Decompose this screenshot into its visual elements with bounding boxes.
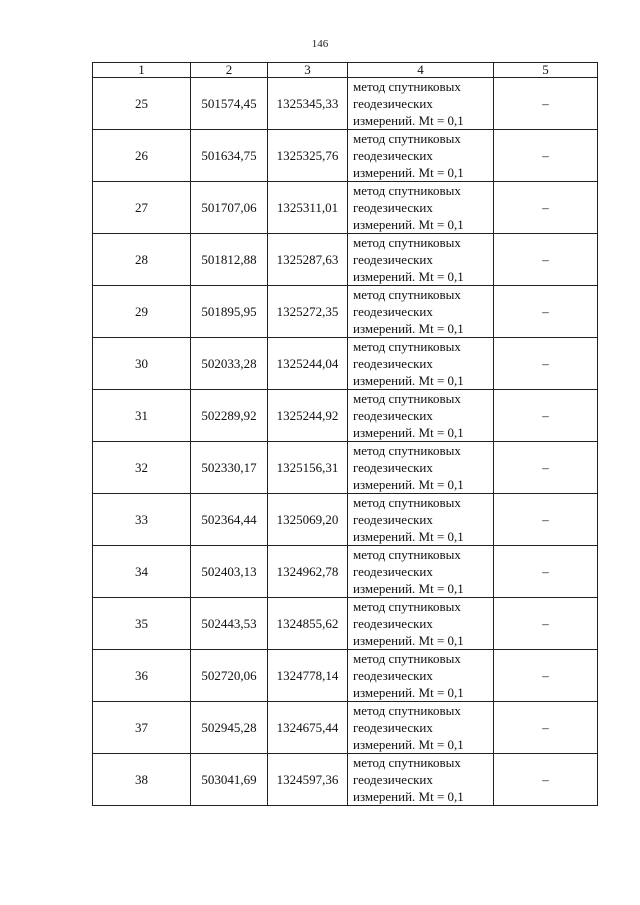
x-coordinate-cell: 501812,88 bbox=[191, 234, 268, 286]
table-header bbox=[93, 63, 598, 78]
method-line: геодезических bbox=[353, 200, 433, 215]
x-coordinate-cell: 502289,92 bbox=[191, 390, 268, 442]
method-line: геодезических bbox=[353, 304, 433, 319]
method-line: геодезических bbox=[353, 616, 433, 631]
note-cell: – bbox=[494, 494, 598, 546]
y-coordinate-cell: 1324962,78 bbox=[268, 546, 348, 598]
note-cell: – bbox=[494, 650, 598, 702]
method-cell bbox=[348, 598, 494, 650]
method-line: измерений. Mt = 0,1 bbox=[353, 581, 464, 596]
method-line: измерений. Mt = 0,1 bbox=[353, 737, 464, 752]
point-number-cell: 26 bbox=[93, 130, 191, 182]
method-line: метод спутниковых bbox=[353, 183, 461, 198]
method-cell bbox=[348, 234, 494, 286]
note-cell: – bbox=[494, 78, 598, 130]
note-cell: – bbox=[494, 130, 598, 182]
x-coordinate-cell: 502403,13 bbox=[191, 546, 268, 598]
x-coordinate-cell: 501895,95 bbox=[191, 286, 268, 338]
method-line: метод спутниковых bbox=[353, 651, 461, 666]
method-line: геодезических bbox=[353, 512, 433, 527]
method-cell bbox=[348, 546, 494, 598]
table-row bbox=[93, 494, 598, 546]
point-number-cell: 31 bbox=[93, 390, 191, 442]
method-cell bbox=[348, 702, 494, 754]
x-coordinate-cell: 502720,06 bbox=[191, 650, 268, 702]
method-line: измерений. Mt = 0,1 bbox=[353, 425, 464, 440]
method-cell bbox=[348, 130, 494, 182]
method-cell bbox=[348, 650, 494, 702]
method-cell bbox=[348, 286, 494, 338]
table-row bbox=[93, 78, 598, 130]
column-header-1: 1 bbox=[93, 63, 191, 78]
y-coordinate-cell: 1324675,44 bbox=[268, 702, 348, 754]
note-cell: – bbox=[494, 234, 598, 286]
x-coordinate-cell: 502364,44 bbox=[191, 494, 268, 546]
x-coordinate-cell: 502945,28 bbox=[191, 702, 268, 754]
method-cell bbox=[348, 390, 494, 442]
x-coordinate-cell: 501634,75 bbox=[191, 130, 268, 182]
method-line: метод спутниковых bbox=[353, 79, 461, 94]
column-header-5: 5 bbox=[494, 63, 598, 78]
table-row bbox=[93, 650, 598, 702]
method-cell bbox=[348, 754, 494, 806]
note-cell: – bbox=[494, 598, 598, 650]
method-line: измерений. Mt = 0,1 bbox=[353, 217, 464, 232]
method-line: измерений. Mt = 0,1 bbox=[353, 529, 464, 544]
y-coordinate-cell: 1325244,92 bbox=[268, 390, 348, 442]
method-cell bbox=[348, 338, 494, 390]
method-line: измерений. Mt = 0,1 bbox=[353, 373, 464, 388]
method-line: метод спутниковых bbox=[353, 339, 461, 354]
point-number-cell: 32 bbox=[93, 442, 191, 494]
y-coordinate-cell: 1325156,31 bbox=[268, 442, 348, 494]
method-line: геодезических bbox=[353, 408, 433, 423]
x-coordinate-cell: 502443,53 bbox=[191, 598, 268, 650]
method-cell bbox=[348, 494, 494, 546]
point-number-cell: 25 bbox=[93, 78, 191, 130]
table-row bbox=[93, 390, 598, 442]
y-coordinate-cell: 1324778,14 bbox=[268, 650, 348, 702]
note-cell: – bbox=[494, 546, 598, 598]
method-line: геодезических bbox=[353, 148, 433, 163]
column-header-2: 2 bbox=[191, 63, 268, 78]
table-body bbox=[93, 78, 598, 806]
note-cell: – bbox=[494, 338, 598, 390]
method-line: метод спутниковых bbox=[353, 547, 461, 562]
point-number-cell: 36 bbox=[93, 650, 191, 702]
point-number-cell: 30 bbox=[93, 338, 191, 390]
column-header-3: 3 bbox=[268, 63, 348, 78]
method-line: измерений. Mt = 0,1 bbox=[353, 165, 464, 180]
method-line: геодезических bbox=[353, 96, 433, 111]
method-line: измерений. Mt = 0,1 bbox=[353, 633, 464, 648]
method-line: измерений. Mt = 0,1 bbox=[353, 789, 464, 804]
method-line: геодезических bbox=[353, 356, 433, 371]
note-cell: – bbox=[494, 182, 598, 234]
point-number-cell: 35 bbox=[93, 598, 191, 650]
method-line: геодезических bbox=[353, 460, 433, 475]
method-line: метод спутниковых bbox=[353, 131, 461, 146]
table-row bbox=[93, 546, 598, 598]
method-line: метод спутниковых bbox=[353, 235, 461, 250]
method-line: геодезических bbox=[353, 668, 433, 683]
point-number-cell: 34 bbox=[93, 546, 191, 598]
method-line: метод спутниковых bbox=[353, 391, 461, 406]
column-header-4: 4 bbox=[348, 63, 494, 78]
method-cell bbox=[348, 442, 494, 494]
x-coordinate-cell: 502330,17 bbox=[191, 442, 268, 494]
method-line: метод спутниковых bbox=[353, 703, 461, 718]
y-coordinate-cell: 1324855,62 bbox=[268, 598, 348, 650]
method-line: метод спутниковых bbox=[353, 599, 461, 614]
method-cell bbox=[348, 182, 494, 234]
note-cell: – bbox=[494, 286, 598, 338]
table-row bbox=[93, 130, 598, 182]
page-number: 146 bbox=[311, 38, 329, 50]
x-coordinate-cell: 502033,28 bbox=[191, 338, 268, 390]
y-coordinate-cell: 1325311,01 bbox=[268, 182, 348, 234]
method-line: метод спутниковых bbox=[353, 755, 461, 770]
y-coordinate-cell: 1325287,63 bbox=[268, 234, 348, 286]
note-cell: – bbox=[494, 442, 598, 494]
method-line: измерений. Mt = 0,1 bbox=[353, 113, 464, 128]
table-row bbox=[93, 702, 598, 754]
point-number-cell: 28 bbox=[93, 234, 191, 286]
table-row bbox=[93, 598, 598, 650]
table-row bbox=[93, 182, 598, 234]
x-coordinate-cell: 503041,69 bbox=[191, 754, 268, 806]
method-line: метод спутниковых bbox=[353, 287, 461, 302]
method-line: измерений. Mt = 0,1 bbox=[353, 269, 464, 284]
method-line: геодезических bbox=[353, 772, 433, 787]
x-coordinate-cell: 501707,06 bbox=[191, 182, 268, 234]
table-row bbox=[93, 754, 598, 806]
method-line: геодезических bbox=[353, 720, 433, 735]
y-coordinate-cell: 1325325,76 bbox=[268, 130, 348, 182]
header-row bbox=[93, 63, 598, 78]
method-cell bbox=[348, 78, 494, 130]
y-coordinate-cell: 1325345,33 bbox=[268, 78, 348, 130]
point-number-cell: 37 bbox=[93, 702, 191, 754]
method-line: измерений. Mt = 0,1 bbox=[353, 477, 464, 492]
note-cell: – bbox=[494, 754, 598, 806]
note-cell: – bbox=[494, 702, 598, 754]
coordinates-table bbox=[92, 62, 598, 806]
table-row bbox=[93, 442, 598, 494]
y-coordinate-cell: 1325069,20 bbox=[268, 494, 348, 546]
method-line: измерений. Mt = 0,1 bbox=[353, 685, 464, 700]
table-row bbox=[93, 286, 598, 338]
point-number-cell: 27 bbox=[93, 182, 191, 234]
method-line: измерений. Mt = 0,1 bbox=[353, 321, 464, 336]
point-number-cell: 38 bbox=[93, 754, 191, 806]
note-cell: – bbox=[494, 390, 598, 442]
y-coordinate-cell: 1325272,35 bbox=[268, 286, 348, 338]
point-number-cell: 29 bbox=[93, 286, 191, 338]
method-line: геодезических bbox=[353, 252, 433, 267]
method-line: метод спутниковых bbox=[353, 443, 461, 458]
method-line: метод спутниковых bbox=[353, 495, 461, 510]
table-row bbox=[93, 234, 598, 286]
method-line: геодезических bbox=[353, 564, 433, 579]
table-row bbox=[93, 338, 598, 390]
point-number-cell: 33 bbox=[93, 494, 191, 546]
x-coordinate-cell: 501574,45 bbox=[191, 78, 268, 130]
y-coordinate-cell: 1325244,04 bbox=[268, 338, 348, 390]
y-coordinate-cell: 1324597,36 bbox=[268, 754, 348, 806]
